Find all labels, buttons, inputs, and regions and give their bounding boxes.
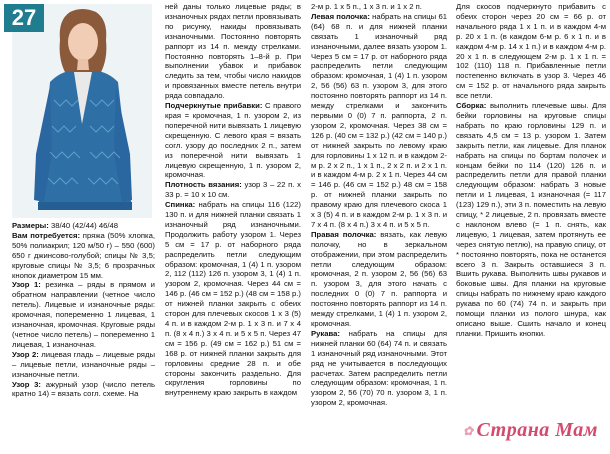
model-in-blue-cardigan-icon bbox=[12, 4, 152, 218]
col3-paragraph-1: 2-м р. 1 х 5 п., 1 х 3 п. и 1 х 2 п. bbox=[311, 2, 422, 11]
column-3 bbox=[311, 2, 447, 408]
pattern2-text: Узор 2: лицевая гладь – лицевые ряды – лицевые петли, изнаночные ряды – изнаночные петли. bbox=[12, 349, 155, 379]
pattern-number-badge: 27 bbox=[4, 4, 44, 32]
sleeves-text: Рукава: набрать на спицы для нижней планки 60 (64) 74 п. и связать 1 изнаночный ряд изнаночными. Этот ряд не учитывается в последующих расчетах. Затем распределить петли следующим образом: кромочная, 1 п. узором 2, 56 (70) 70 п. узором 3, 1 п. узором 2, кромочная. bbox=[311, 328, 447, 408]
column-1 bbox=[12, 221, 155, 399]
back-text: Спинка: набрать на спицы 116 (122) 130 п. и для нижней планки связать 1 изнаночный ряд изнаночными. Продолжить работу узором 1. Через 5 см = 17 р. от наборного ряда распределить петли следующим образом: кромочная, 1 (4) 1 п. узором 2, 112 (112) 126 п. узором 3, 1 (4) 1 п. узором 2, кромочная. Через 44 см = 146 р. (46 см = 152 р.) (48 см = 158 р.) от нижней планки закрыть с обеих сторон для плечевых скосов 1 х 3 (5) 4 п. и в каждом 2-м р. 1 х 3 п. и 7 х 4 п. (8 х 4 п.) 3 х 4 п. и 5 х 5 п. Через 47 см = 156 р. (49 см = 162 р.) 51 см = 168 р. от нижней планки закрыть для горловины средние 28 п. и обе стороны закончить раздельно. Для скругления горловины по внутреннему краю закрыть в каждом bbox=[165, 200, 301, 398]
site-watermark bbox=[463, 419, 598, 442]
column-2 bbox=[165, 2, 301, 398]
materials-text: Вам потребуется: пряжа (50% хлопка, 50% полиакрил; 120 м/50 г) – 550 (600) 650 г джинсово-голубой; спицы № 3,5; круговые спицы № 3,5; 6 прозрачных кнопок диаметром 15 мм. bbox=[12, 230, 155, 280]
col2-paragraph-1: ней даны только лицевые ряды; в изнаночных рядах петли провязывать по рисунку, накиды провязывать изнаночными. Постоянно повторять раппорт из 14 п. между стрелками. Постоянно повторять 1–8-й р. При выполнении убавок и прибавок следить за тем, чтобы число накидов и провязанных вместе петель внутри ряда совпадало. bbox=[165, 2, 301, 101]
increases-text: Подчеркнутые прибавки: С правого края = кромочная, 1 п. узором 2, из поперечной нити вывязать 1 лицевую скрещенную. С левого края = вязать согл. узору до последних 2 п., затем из поперечной нити вывязать 1 лицевую скрещенную, 1 п. узором 2, кромочная. bbox=[165, 101, 301, 180]
watermark-text: Страна Мам bbox=[476, 419, 598, 441]
column-4 bbox=[456, 2, 606, 339]
sizes-text: Размеры: 38/40 (42/44) 46/48 bbox=[12, 221, 119, 230]
right-front-text: Правая полочка: вязать, как левую полочку, но в зеркальном отображении, при этом распределить петли следующим образом: кромочная, 2 п. узором 2, 56 (56) 63 п. узором 3, для этого начать с последних 0 (0) 7 п. раппорта и постоянно повторять раппорт из 14 п. между стрелками, 1 (4) 1 п. узором 2, кромочная. bbox=[311, 229, 447, 328]
watermark-flower-icon: ✿ bbox=[462, 423, 474, 438]
assembly-text: Сборка: выполнить плечевые швы. Для бейки горловины на круговые спицы набрать по краю горловины 129 п. и связать 4,5 см = 13 р. узором 1. Затем закрыть петли, как лицевые. Для планок набрать на спицы по бортам полочек и концам бейки по 114 (120) 126 п. и распределить петли для правой планки следующим образом: набрать 3 новые петли и 1 лицевая, 1 изнаночная (= 117 (123) 129 п.), эти 3 п. поместить на левую спицу, * 2 лицевые, 2 п. провязать вместе с наклоном влево (= 1 п. снять, как лицевую, 1 лицевая, затем протянуть ее через снятую петлю), на правую спицу, от * постоянно повторять, пока не останется всего 3 п. Закрыть оставшиеся 3 п. Вшить рукава. Выполнить швы рукавов и боковые швы. Для планки на круговые спицы набрать по нижнему краю каждого рукава по 60 (74) 74 п. и закрыть при помощи планки из полого шнура, как описано выше. Сшить начало и конец планки. Пришить кнопки. bbox=[456, 101, 606, 338]
pattern1-text: Узор 1: резинка – ряды в прямом и обратном направлении (четное число петель). Лицевые и изнаночные ряды: кромочная, попеременно 1 лицевая, 1 изнаночная, кромочная. Круговые ряды (четное число петель) – попеременно 1 лицевая, 1 изнаночная. bbox=[12, 280, 155, 349]
gauge-text: Плотность вязания: узор 3 – 22 п. х 33 р. = 10 х 10 см. bbox=[165, 180, 301, 200]
pattern3-text: Узор 3: ажурный узор (число петель кратно 14) = вязать согл. схеме. На bbox=[12, 379, 155, 399]
sleeve-shaping-text: Для скосов подчеркнуто прибавить с обеих сторон через 20 см = 66 р. от начального ряда 1 х 1 п. и в каждом 4-м р. 20 х 1 п. (в каждом 6-м р. 6 х 1 п. и в каждом 4-м р. 14 х 1 п.) и в каждом 4-м р. 20 х 1 п. в следующем 2-м р. 1 х 1 п. = 102 (110) 118 п. Прибавленные петли постепенно включать в узор 3. Через 46 см = 152 р. от начального ряда закрыть все петли. bbox=[456, 2, 606, 101]
model-photo bbox=[12, 4, 152, 218]
left-front-text: Левая полочка: набрать на спицы 61 (64) 68 п. и для нижней планки связать 1 изнаночный ряд изнаночными, далее вязать узором 1. Через 5 см = 17 р. от наборного ряда распределить петли следующим образом: кромочная, 1 (4) 1 п. узором 2, 56 (56) 63 п. узором 3, для этого постоянно повторять раппорт из 14 п. между стрелками и закончить первыми 0 (0) 7 п. раппорта, 2 п. узором 2, кромочная. Через 38 см = 126 р. (40 см = 132 р.) (42 см = 140 р.) от нижней закрыть по левому краю для горловины 1 х 12 п. и в каждом 2-м р. 2 х 2 п., 1 х 1 п., 2 х 2 п. и 2 х 1 п. и в каждом 4-м р. 2 х 1 п. Через 44 см = 146 р. (46 см = 152 р.) 48 см = 158 р. от нижней планки закрыть по правому краю для плечевого скоса 1 х 3 (5) 4 п. и в каждом 2-м р. 1 х 3 п. и 7 х 4 п. (8 х 4 п.) 3 х 4 п. и 5 х 5 п. bbox=[311, 11, 447, 229]
